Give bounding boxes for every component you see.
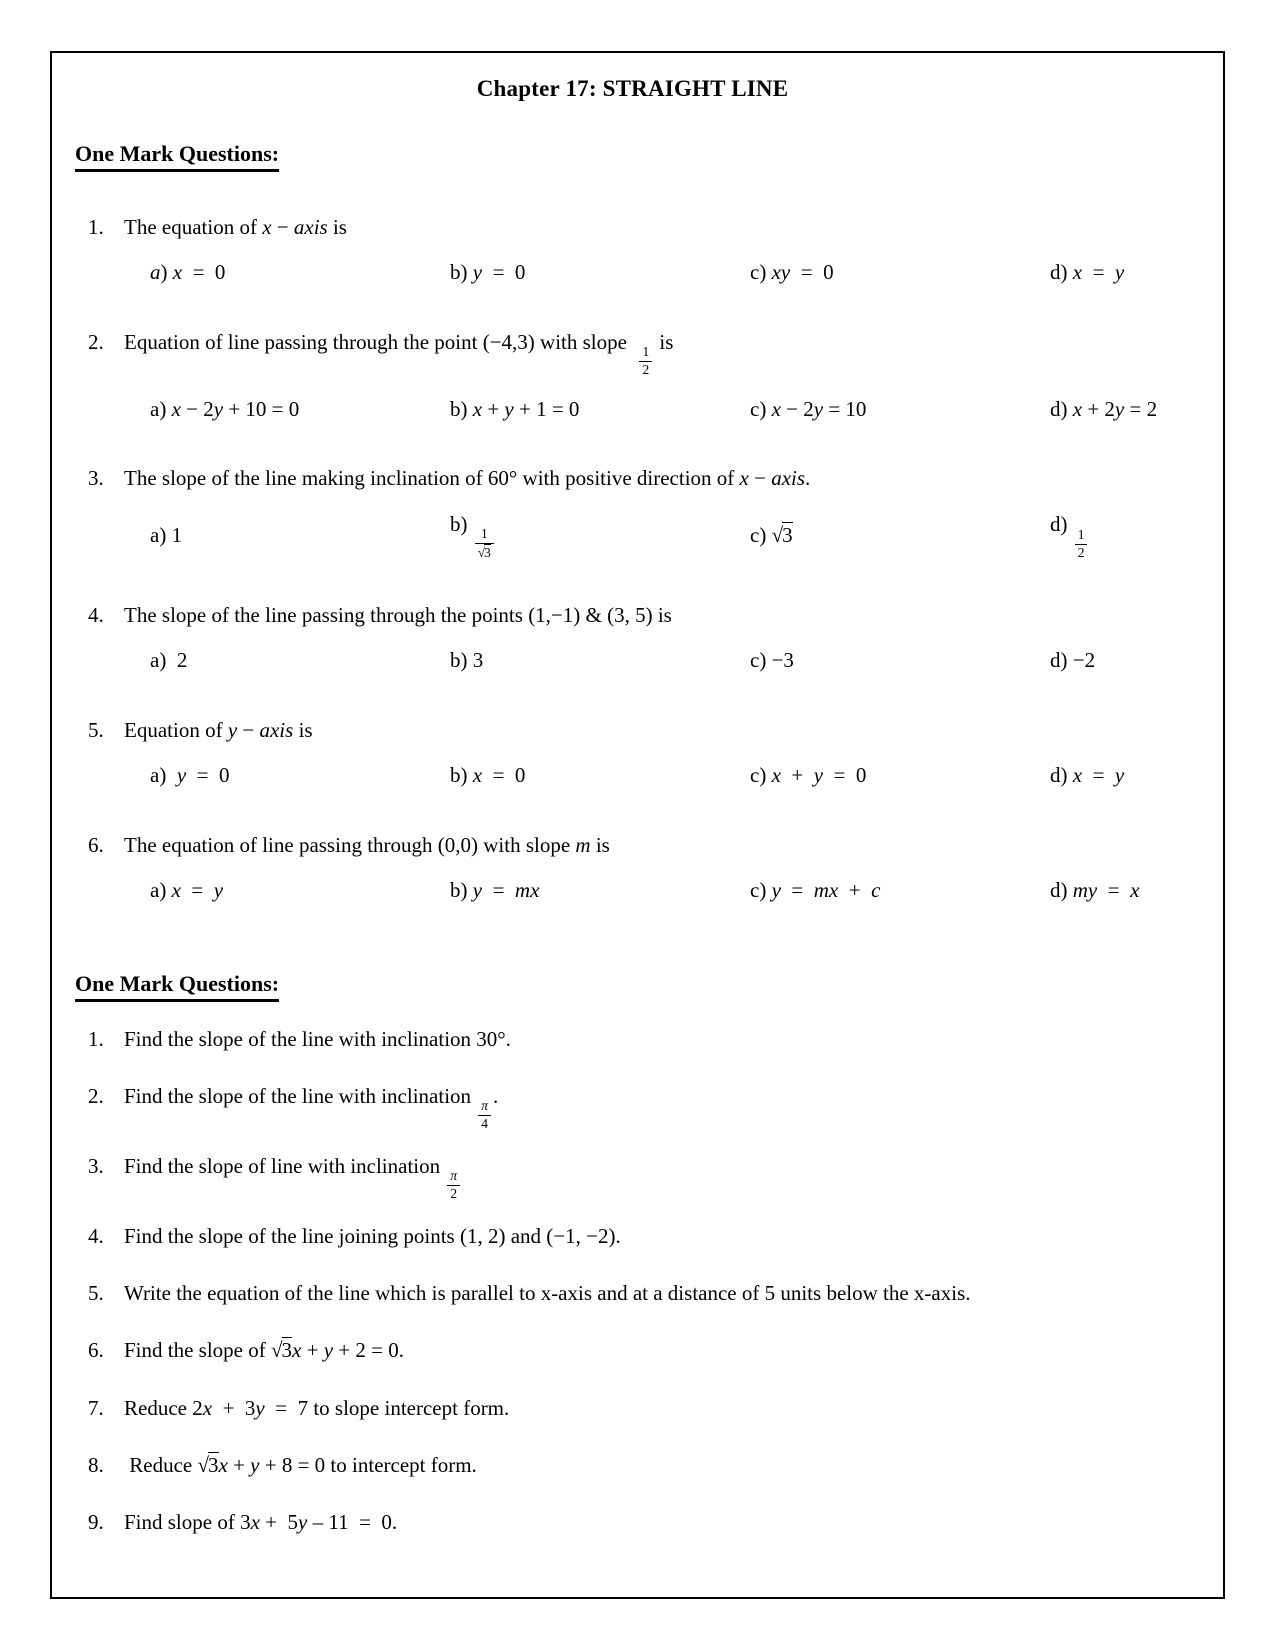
question-8 <box>72 1442 1193 1489</box>
section-one-mark-short <box>72 971 1193 1547</box>
option-d: d) my = x <box>1050 878 1140 903</box>
question-text: Find slope of 3x + 5y – 11 = 0. <box>124 1510 398 1535</box>
option-a: a) y = 0 <box>150 763 230 788</box>
section-heading-wrap <box>75 971 1193 1002</box>
question-number: 1. <box>88 215 104 239</box>
option-b: b) y = mx <box>450 878 540 903</box>
option-a: a) x = y <box>150 878 224 903</box>
question-number: 5. <box>88 717 104 742</box>
question-4 <box>72 1213 1193 1260</box>
question-text: Find the slope of the line with inclination 30°. <box>124 1026 511 1051</box>
question-text: Find the slope of line with inclination $\frac{\pi}{2}$ <box>124 1143 1159 1203</box>
question-text: The equation of x − axis is <box>124 215 347 239</box>
question-text: Write the equation of the line which is parallel to x-axis and at a distance of 5 units below the x-axis. <box>124 1281 971 1306</box>
option-c: c) y = mx + c <box>750 878 881 903</box>
option-c: c) √3 <box>750 522 793 547</box>
option-b: b) $\frac{1}{√3}$ <box>450 509 750 562</box>
options-row <box>150 257 1193 289</box>
question-number: 4. <box>88 602 104 627</box>
options-row <box>150 760 1193 792</box>
question-2 <box>72 327 1193 425</box>
question-number: 9. <box>88 1510 104 1535</box>
option-b: b) 3 <box>450 648 484 673</box>
question-text: Reduce √3x + y + 8 = 0 to intercept form. <box>124 1452 477 1477</box>
option-c: c) xy = 0 <box>750 260 834 285</box>
option-c: c) −3 <box>750 648 794 673</box>
question-text: Equation of line passing through the point (−4,3) with slope $\frac{1}{2}$ is <box>124 329 674 378</box>
question-number: 3. <box>88 466 104 491</box>
question-text: Equation of y − axis is <box>124 717 313 742</box>
question-text: The slope of the line passing through the points (1,−1) & (3, 5) is <box>124 602 672 627</box>
option-d: d) $\frac{1}{2}$ <box>1050 509 1193 561</box>
options-row <box>150 509 1193 562</box>
question-5 <box>72 1270 1193 1317</box>
options-row <box>150 645 1193 677</box>
section-heading: One Mark Questions: <box>75 971 279 1002</box>
question-number: 3. <box>88 1153 104 1178</box>
question-number: 6. <box>88 832 104 857</box>
question-number: 8. <box>88 1452 104 1477</box>
question-4 <box>72 600 1193 677</box>
options-row <box>150 875 1193 907</box>
option-b: b) y = 0 <box>450 260 526 285</box>
options-row <box>150 394 1193 426</box>
option-d: d) x = y <box>1050 763 1125 788</box>
option-c: c) x − 2y = 10 <box>750 396 867 421</box>
question-3 <box>72 1143 1193 1203</box>
question-text: The slope of the line making inclination of 60° with positive direction of x − axis. <box>124 466 811 491</box>
section-heading: One Mark Questions: <box>75 141 279 172</box>
section-heading-wrap <box>75 141 1193 172</box>
question-1 <box>72 212 1193 289</box>
question-number: 2. <box>88 329 104 354</box>
option-d: d) x = y <box>1050 260 1125 285</box>
question-1 <box>72 1016 1193 1063</box>
question-5 <box>72 715 1193 792</box>
question-text: Find the slope of √3x + y + 2 = 0. <box>124 1338 404 1363</box>
question-number: 5. <box>88 1281 104 1306</box>
page-border <box>50 51 1225 1599</box>
short-question-list <box>72 1016 1193 1547</box>
question-3 <box>72 463 1193 561</box>
question-text: Reduce 2x + 3y = 7 to slope intercept form. <box>124 1395 510 1420</box>
question-number: 6. <box>88 1338 104 1363</box>
option-a: a) 2 <box>150 648 188 673</box>
question-number: 2. <box>88 1083 104 1108</box>
question-6 <box>72 830 1193 907</box>
question-number: 1. <box>88 1026 104 1051</box>
question-2 <box>72 1073 1193 1133</box>
question-number: 4. <box>88 1223 104 1248</box>
question-text: The equation of line passing through (0,0) with slope m is <box>124 832 610 857</box>
section-one-mark-mcq <box>72 141 1193 907</box>
option-d: d) −2 <box>1050 648 1096 673</box>
mcq-question-list <box>72 212 1193 907</box>
option-a: a) 1 <box>150 522 183 547</box>
option-a: a) x − 2y + 10 = 0 <box>150 396 300 421</box>
question-6 <box>72 1327 1193 1374</box>
option-c: c) x + y = 0 <box>750 763 867 788</box>
question-9 <box>72 1499 1193 1546</box>
option-b: b) x = 0 <box>450 763 526 788</box>
option-d: d) x + 2y = 2 <box>1050 396 1158 421</box>
question-number: 7. <box>88 1395 104 1420</box>
chapter-title: Chapter 17: STRAIGHT LINE <box>476 76 789 101</box>
option-b: b) x + y + 1 = 0 <box>450 396 580 421</box>
option-a: a) x = 0 <box>150 260 226 285</box>
question-text: Find the slope of the line with inclination $\frac{\pi}{4}$ . <box>124 1083 499 1132</box>
question-7 <box>72 1385 1193 1432</box>
question-text: Find the slope of the line joining points (1, 2) and (−1, −2). <box>124 1223 621 1248</box>
